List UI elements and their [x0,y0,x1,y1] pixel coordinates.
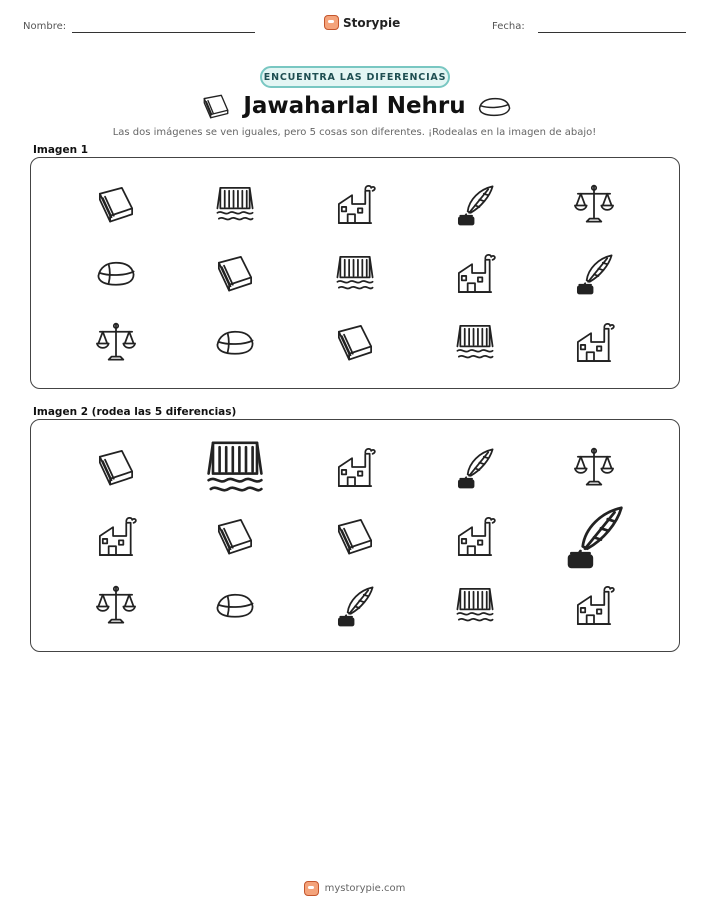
image1-cell-r1-c2 [176,170,296,239]
cap-icon [213,583,257,627]
image2-cell-r3-c4[interactable] [415,570,535,639]
quill-icon [453,182,497,226]
instructions-text: Las dos imágenes se ven iguales, pero 5 cosas son diferentes. ¡Rodealas en la imagen de abajo! [112,127,597,138]
title-cap-icon [476,95,512,123]
image1-cell-r2-c5 [534,239,654,308]
image2-cell-r1-c1[interactable] [56,432,176,501]
image2-cell-r3-c1[interactable] [56,570,176,639]
image2-cell-r1-c2[interactable] [176,432,296,501]
book-icon [213,251,257,295]
name-field[interactable] [72,32,255,33]
image2-cell-r1-c4[interactable] [415,432,535,501]
image1-cell-r3-c5 [534,307,654,376]
image1-cell-r1-c3 [295,170,415,239]
image1-cell-r2-c3 [295,239,415,308]
image2-cell-r2-c4[interactable] [415,501,535,570]
book-icon [333,320,377,364]
logo-text: Storypie [343,15,401,30]
dam-icon [213,182,257,226]
image1-cell-r3-c3 [295,307,415,376]
scales-icon [572,445,616,489]
quill-icon [333,583,377,627]
image1-label: Imagen 1 [33,144,89,156]
storypie-logo-icon [324,15,339,30]
image1-cell-r2-c4 [415,239,535,308]
image2-cell-r3-c2[interactable] [176,570,296,639]
scales-icon [94,320,138,364]
image2-cell-r3-c5[interactable] [534,570,654,639]
dam-icon [333,251,377,295]
factory-icon [333,445,377,489]
image1-cell-r2-c2 [176,239,296,308]
scales-icon [94,583,138,627]
date-label: Fecha: [492,21,525,32]
worksheet-title: Jawaharlal Nehru [243,93,466,119]
factory-icon [94,514,138,558]
dam-icon [453,320,497,364]
quill-icon [572,251,616,295]
image2-cell-r2-c1[interactable] [56,501,176,570]
book-icon [333,514,377,558]
image1-panel [30,157,680,389]
factory-icon [453,251,497,295]
factory-icon [572,320,616,364]
image1-cell-r2-c1 [56,239,176,308]
factory-icon [333,182,377,226]
image1-cell-r1-c1 [56,170,176,239]
image2-panel[interactable] [30,419,680,652]
date-field[interactable] [538,32,686,33]
dam-icon [202,434,268,500]
cap-icon [213,320,257,364]
cap-icon [94,251,138,295]
image2-cell-r2-c5[interactable] [534,501,654,570]
image2-label: Imagen 2 (rodea las 5 diferencias) [33,406,237,418]
image1-cell-r3-c4 [415,307,535,376]
factory-icon [572,583,616,627]
image1-cell-r1-c4 [415,170,535,239]
storypie-logo [324,15,400,30]
image2-cell-r3-c3[interactable] [295,570,415,639]
footer [0,881,709,896]
scales-icon [572,182,616,226]
book-icon [213,514,257,558]
quill-icon [560,501,628,569]
quill-icon [453,445,497,489]
book-icon [94,445,138,489]
book-icon [94,182,138,226]
name-label: Nombre: [23,21,67,32]
image1-cell-r3-c1 [56,307,176,376]
image2-cell-r2-c2[interactable] [176,501,296,570]
factory-icon [453,514,497,558]
image2-cell-r1-c3[interactable] [295,432,415,501]
image1-cell-r3-c2 [176,307,296,376]
dam-icon [453,583,497,627]
image1-cell-r1-c5 [534,170,654,239]
activity-badge: ENCUENTRA LAS DIFERENCIAS [260,66,450,88]
image2-cell-r2-c3[interactable] [295,501,415,570]
footer-url: mystorypie.com [324,883,406,894]
storypie-footer-icon [304,881,319,896]
image2-cell-r1-c5[interactable] [534,432,654,501]
